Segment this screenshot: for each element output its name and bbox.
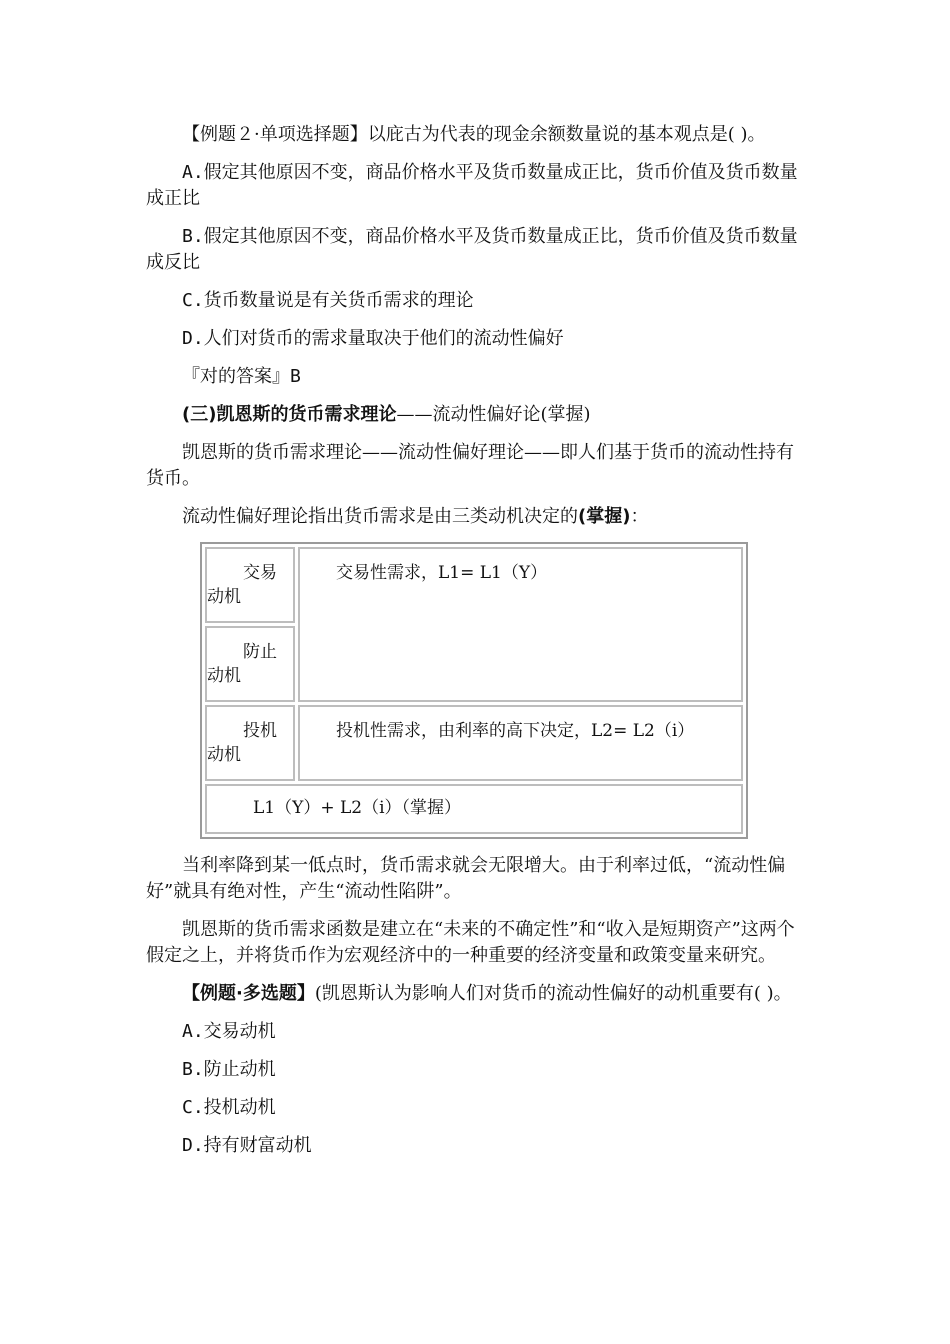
example2-answer: 『对的答案』B — [182, 366, 301, 387]
section3-para2-bold: (掌握) — [578, 506, 631, 527]
total-demand-formula: L1（Y）+ L2（i）（掌握） — [253, 798, 462, 818]
motive-label-transaction: 交易动机 — [207, 563, 277, 607]
section3-para2 — [146, 504, 806, 530]
example2-option-b: B.假定其他原因不变，商品价格水平及货币数量成正比，货币价值及货币数量成反比 — [146, 226, 798, 273]
example2-header: 【例题２·单项选择题】 — [182, 124, 368, 145]
motives-table — [200, 542, 748, 839]
formula-cell — [205, 784, 743, 834]
example2-option-c: C.货币数量说是有关货币需求的理论 — [182, 290, 474, 311]
motive-label-cell — [205, 626, 295, 702]
example-multi-question — [146, 981, 806, 1007]
motive-label-cell — [205, 547, 295, 623]
example2-option-d: D.人们对货币的需求量取决于他们的流动性偏好 — [182, 328, 564, 349]
section3-title-bold: (三)凯恩斯的货币需求理论 — [182, 404, 397, 425]
section3-para2-text: 流动性偏好理论指出货币需求是由三类动机决定的 — [182, 506, 578, 527]
motive-desc-cell — [298, 547, 743, 702]
example2-question-text: 以庇古为代表的现金余额数量说的基本观点是( )。 — [367, 124, 766, 145]
motive-label-speculative: 投机动机 — [207, 721, 277, 765]
motive-desc-transaction: 交易性需求，L1= L1（Y） — [336, 563, 548, 583]
document-page — [146, 122, 806, 1171]
example-multi-option-b: B.防止动机 — [182, 1059, 276, 1080]
example2-question — [146, 122, 806, 148]
example-multi-header: 【例题·多选题】 — [182, 983, 315, 1004]
table-row — [205, 784, 743, 834]
table-row — [205, 547, 743, 623]
section3-title-rest: ——流动性偏好论(掌握) — [396, 404, 591, 425]
example-multi-option-a: A.交易动机 — [182, 1021, 276, 1042]
example-multi-option-c: C.投机动机 — [182, 1097, 276, 1118]
section3-para1: 凯恩斯的货币需求理论——流动性偏好理论——即人们基于货币的流动性持有货币。 — [146, 442, 794, 489]
motive-label-precaution: 防止动机 — [207, 642, 277, 686]
example-multi-option-d: D.持有财富动机 — [182, 1135, 312, 1156]
section3-title — [146, 402, 806, 428]
motive-desc-cell — [298, 705, 743, 781]
motive-desc-speculative: 投机性需求，由利率的高下决定，L2= L2（i） — [336, 721, 695, 741]
motive-label-cell — [205, 705, 295, 781]
table-row — [205, 705, 743, 781]
section3-para2-tail: ： — [630, 506, 649, 527]
example2-option-a: A.假定其他原因不变，商品价格水平及货币数量成正比，货币价值及货币数量成正比 — [146, 162, 798, 209]
example-multi-question-text: (凯恩斯认为影响人们对货币的流动性偏好的动机重要有( )。 — [314, 983, 792, 1004]
liquidity-trap-para: 当利率降到某一低点时，货币需求就会无限增大。由于利率过低，“流动性偏好”就具有绝对性，产生“流动性陷阱”。 — [146, 855, 786, 902]
demand-function-para: 凯恩斯的货币需求函数是建立在“未来的不确定性”和“收入是短期资产”这两个假定之上，并将货币作为宏观经济中的一种重要的经济变量和政策变量来研究。 — [146, 919, 795, 966]
